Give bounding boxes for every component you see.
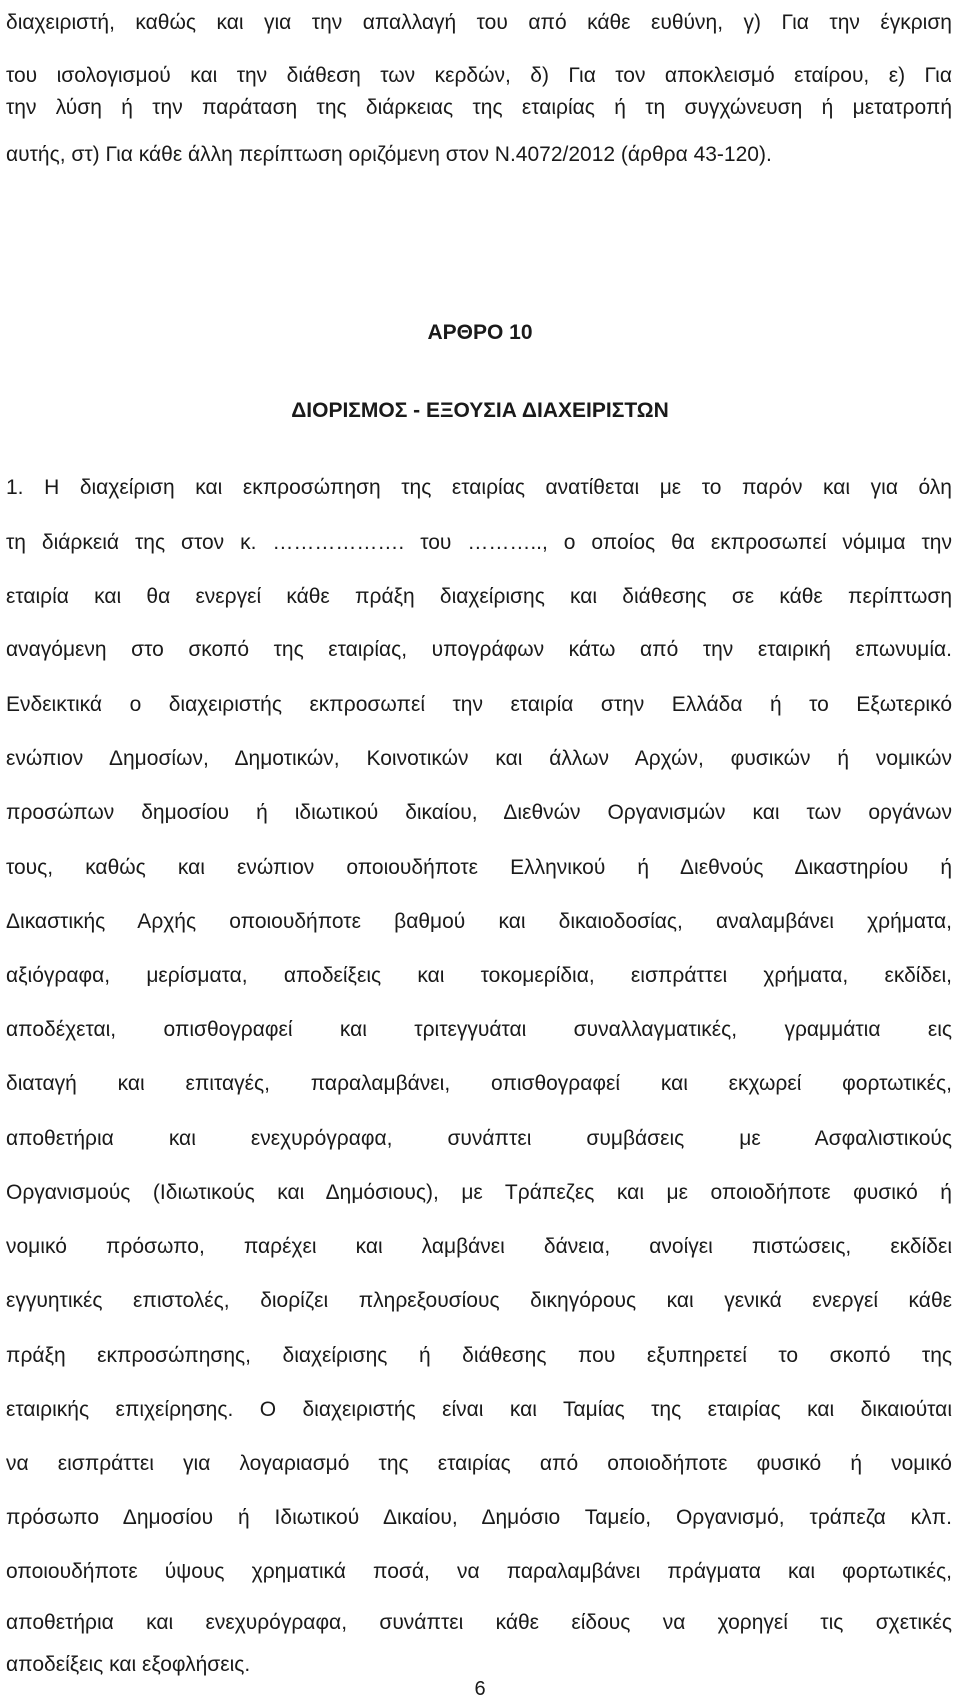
page-number: 6 bbox=[474, 1678, 486, 1700]
body-line: τη διάρκειά της στον κ. ………………. του ……….., ο οποίος θα εκπροσωπεί νόμιμα την bbox=[6, 531, 952, 554]
body-line: ενώπιον Δημοσίων, Δημοτικών, Κοινοτικών και άλλων Αρχών, φυσικών ή νομικών bbox=[6, 747, 952, 770]
body-line: αποδέχεται, οπισθογραφεί και τριτεγγυάται συναλλαγματικές, γραμμάτια εις bbox=[6, 1018, 952, 1041]
body-line: αναγόμενη στο σκοπό της εταιρίας, υπογράφων κάτω από την εταιρική επωνυμία. bbox=[6, 638, 952, 661]
body-line: Οργανισμούς (Ιδιωτικούς και Δημόσιους), με Τράπεζες και με οποιοδήποτε φυσικό ή bbox=[6, 1181, 952, 1204]
body-line: προσώπων δημοσίου ή ιδιωτικού δικαίου, Διεθνών Οργανισμών και των οργάνων bbox=[6, 801, 952, 824]
body-line: πράξη εκπροσώπησης, διαχείρισης ή διάθεσης που εξυπηρετεί το σκοπό της bbox=[6, 1344, 952, 1367]
body-line: εταιρία και θα ενεργεί κάθε πράξη διαχείρισης και διάθεσης σε κάθε περίπτωση bbox=[6, 585, 952, 608]
article-title: ΔΙΟΡΙΣΜΟΣ - ΕΞΟΥΣΙΑ ΔΙΑΧΕΙΡΙΣΤΩΝ bbox=[291, 399, 669, 422]
body-line: οποιουδήποτε ύψους χρηματικά ποσά, να παραλαμβάνει πράγματα και φορτωτικές, bbox=[6, 1560, 952, 1583]
body-line: Δικαστικής Αρχής οποιουδήποτε βαθμού και δικαιοδοσίας, αναλαμβάνει χρήματα, bbox=[6, 910, 952, 933]
body-line: διαταγή και επιταγές, παραλαμβάνει, οπισθογραφεί και εκχωρεί φορτωτικές, bbox=[6, 1072, 952, 1095]
body-line: Ενδεικτικά ο διαχειριστής εκπροσωπεί την εταιρία στην Ελλάδα ή το Εξωτερικό bbox=[6, 693, 952, 716]
body-line: εταιρικής επιχείρησης. Ο διαχειριστής είναι και Ταμίας της εταιρίας και δικαιούται bbox=[6, 1398, 952, 1421]
body-line: αποδείξεις και εξοφλήσεις. bbox=[6, 1653, 251, 1676]
body-line: 1. Η διαχείριση και εκπροσώπηση της εταιρίας ανατίθεται με το παρόν και για όλη bbox=[6, 476, 952, 499]
intro-line: διαχειριστή, καθώς και για την απαλλαγή του από κάθε ευθύνη, γ) Για την έγκριση bbox=[6, 11, 952, 34]
body-line: αποθετήρια και ενεχυρόγραφα, συνάπτει κάθε είδους να χορηγεί τις σχετικές bbox=[6, 1611, 952, 1634]
body-line: αποθετήρια και ενεχυρόγραφα, συνάπτει συμβάσεις με Ασφαλιστικούς bbox=[6, 1127, 952, 1150]
body-line: εγγυητικές επιστολές, διορίζει πληρεξουσίους δικηγόρους και γενικά ενεργεί κάθε bbox=[6, 1289, 952, 1312]
body-line: νομικό πρόσωπο, παρέχει και λαμβάνει δάνεια, ανοίγει πιστώσεις, εκδίδει bbox=[6, 1235, 952, 1258]
body-line: να εισπράττει για λογαριασμό της εταιρίας από οποιοδήποτε φυσικό ή νομικό bbox=[6, 1452, 952, 1475]
body-line: αξιόγραφα, μερίσματα, αποδείξεις και τοκομερίδια, εισπράττει χρήματα, εκδίδει, bbox=[6, 964, 952, 987]
intro-line: την λύση ή την παράταση της διάρκειας της εταιρίας ή τη συγχώνευση ή μετατροπή bbox=[6, 96, 952, 119]
body-line: τους, καθώς και ενώπιον οποιουδήποτε Ελληνικού ή Διεθνούς Δικαστηρίου ή bbox=[6, 856, 952, 879]
intro-line: του ισολογισμού και την διάθεση των κερδών, δ) Για τον αποκλεισμό εταίρου, ε) Για bbox=[6, 64, 952, 87]
body-line: πρόσωπο Δημοσίου ή Ιδιωτικού Δικαίου, Δημόσιο Ταμείο, Οργανισμό, τράπεζα κλπ. bbox=[6, 1506, 952, 1529]
intro-line: αυτής, στ) Για κάθε άλλη περίπτωση οριζόμενη στον Ν.4072/2012 (άρθρα 43-120). bbox=[6, 143, 772, 166]
article-number: ΑΡΘΡΟ 10 bbox=[427, 321, 533, 344]
